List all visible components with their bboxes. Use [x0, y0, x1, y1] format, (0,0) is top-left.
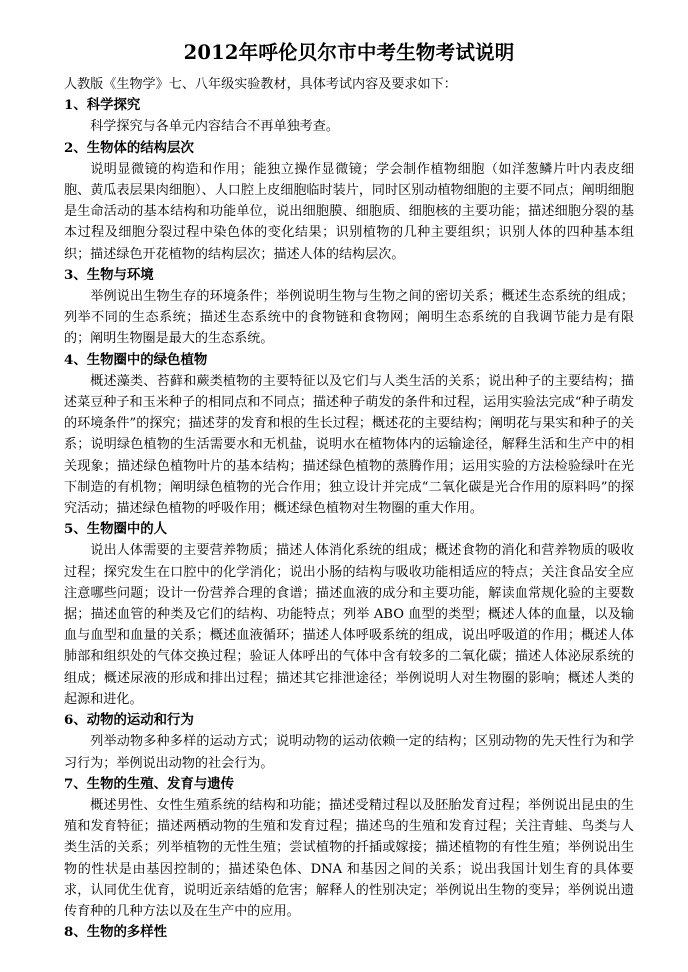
section-heading-4: 4、生物圈中的绿色植物	[64, 351, 208, 368]
section-text-2: 说明显微镜的构造和作用；能独立操作显微镜；学会制作植物细胞（如洋葱鳞片叶内表皮细胞、黄瓜表层果肉细胞）、人口腔上皮细胞临时装片，同时区别动植物细胞的主要不同点；阐明细胞是生命活动的基本结构和功能单位，说出细胞膜、细胞质、细胞核的主要功能；描述细胞分裂的基本过程及细胞分裂过程中染色体的变化结果；识别植物的几种主要组织；识别人体的四种基本组织；描述绿色开花植物的结构层次；描述人体的结构层次。	[64, 161, 634, 262]
page-title: 2012年呼伦贝尔市中考生物考试说明	[183, 41, 515, 64]
section-text-4: 概述藻类、苔藓和蕨类植物的主要特征以及它们与人类生活的关系；说出种子的主要结构；描述菜豆种子和玉米种子的相同点和不同点；描述种子萌发的条件和过程，运用实验法完成“种子萌发的环境条件”的探究；描述芽的发育和根的生长过程；概述花的主要结构；阐明花与果实和种子的关系；说明绿色植物的生活需要水和无机盐，说明水在植物体内的运输途径，解释生活和生产中的相关现象；描述绿色植物叶片的基本结构；描述绿色植物的蒸腾作用；运用实验的方法检验绿叶在光下制造的有机物；阐明绿色植物的光合作用；独立设计并完成“二氧化碳是光合作用的原料吗”的探究活动；描述绿色植物的呼吸作用；概述绿色植物对生物圈的重大作用。	[64, 373, 634, 517]
section-heading-8: 8、生物的多样性	[64, 924, 168, 941]
section-text-5: 说出人体需要的主要营养物质；描述人体消化系统的组成；概述食物的消化和营养物质的吸收过程；探究发生在口腔中的化学消化；说出小肠的结构与吸收功能相适应的特点；关注食品安全应注意哪些问题；设计一份营养合理的食谱；描述血液的成分和主要功能，解读血常规化验的主要数据；描述血管的种类及它们的结构、功能特点；列举 ABO 血型的类型；概述人体的血量，以及输血与血型和血量的关系；概述血液循环；描述人体呼吸系统的组成，说出呼吸道的作用；概述人体肺部和组织处的气体交换过程；验证人体呼出的气体中含有较多的二氧化碳；描述人体泌尿系统的组成；概述尿液的形成和排出过程；描述其它排泄途径；举例说明人对生物圈的影响；概述人类的起源和进化。	[64, 543, 634, 707]
section-heading-7: 7、生物的生殖、发育与遗传	[64, 775, 235, 792]
section-text-3: 举例说出生物生存的环境条件；举例说明生物与生物之间的密切关系；概述生态系统的组成；列举不同的生态系统；描述生态系统中的食物链和食物网；阐明生态系统的自我调节能力是有限的；阐明生物圈是最大的生态系统。	[64, 289, 634, 347]
section-heading-2: 2、生物体的结构层次	[64, 139, 194, 156]
section-heading-5: 5、生物圈中的人	[64, 521, 168, 538]
section-heading-3: 3、生物与环境	[64, 266, 154, 283]
section-text-1: 科学探究与各单元内容结合不再单独考查。	[90, 119, 339, 135]
section-text-6: 列举动物多种多样的运动方式；说明动物的运动依赖一定的结构；区别动物的先天性行为和学习行为；举例说出动物的社会行为。	[64, 734, 634, 771]
section-text-7: 概述男性、女性生殖系统的结构和功能；描述受精过程以及胚胎发育过程；举例说出昆虫的生殖和发育特征；描述两栖动物的生殖和发育过程；描述鸟的生殖和发育过程；关注青蛙、鸟类与人类生活的关系；列举植物的无性生殖；尝试植物的扦插或嫁接；描述植物的有性生殖；举例说出生物的性状是由基因控制的；描述染色体、DNA 和基因之间的关系；说出我国计划生育的具体要求，认同优生优育，说明近亲结婚的危害；解释人的性别决定；举例说出生物的变异；举例说出遗传育种的几种方法以及在生产中的应用。	[64, 797, 634, 919]
section-heading-6: 6、动物的运动和行为	[64, 712, 194, 729]
section-heading-1: 1、科学探究	[64, 97, 141, 114]
intro-text: 人教版《生物学》七、八年级实验教材，具体考试内容及要求如下：	[64, 77, 457, 92]
